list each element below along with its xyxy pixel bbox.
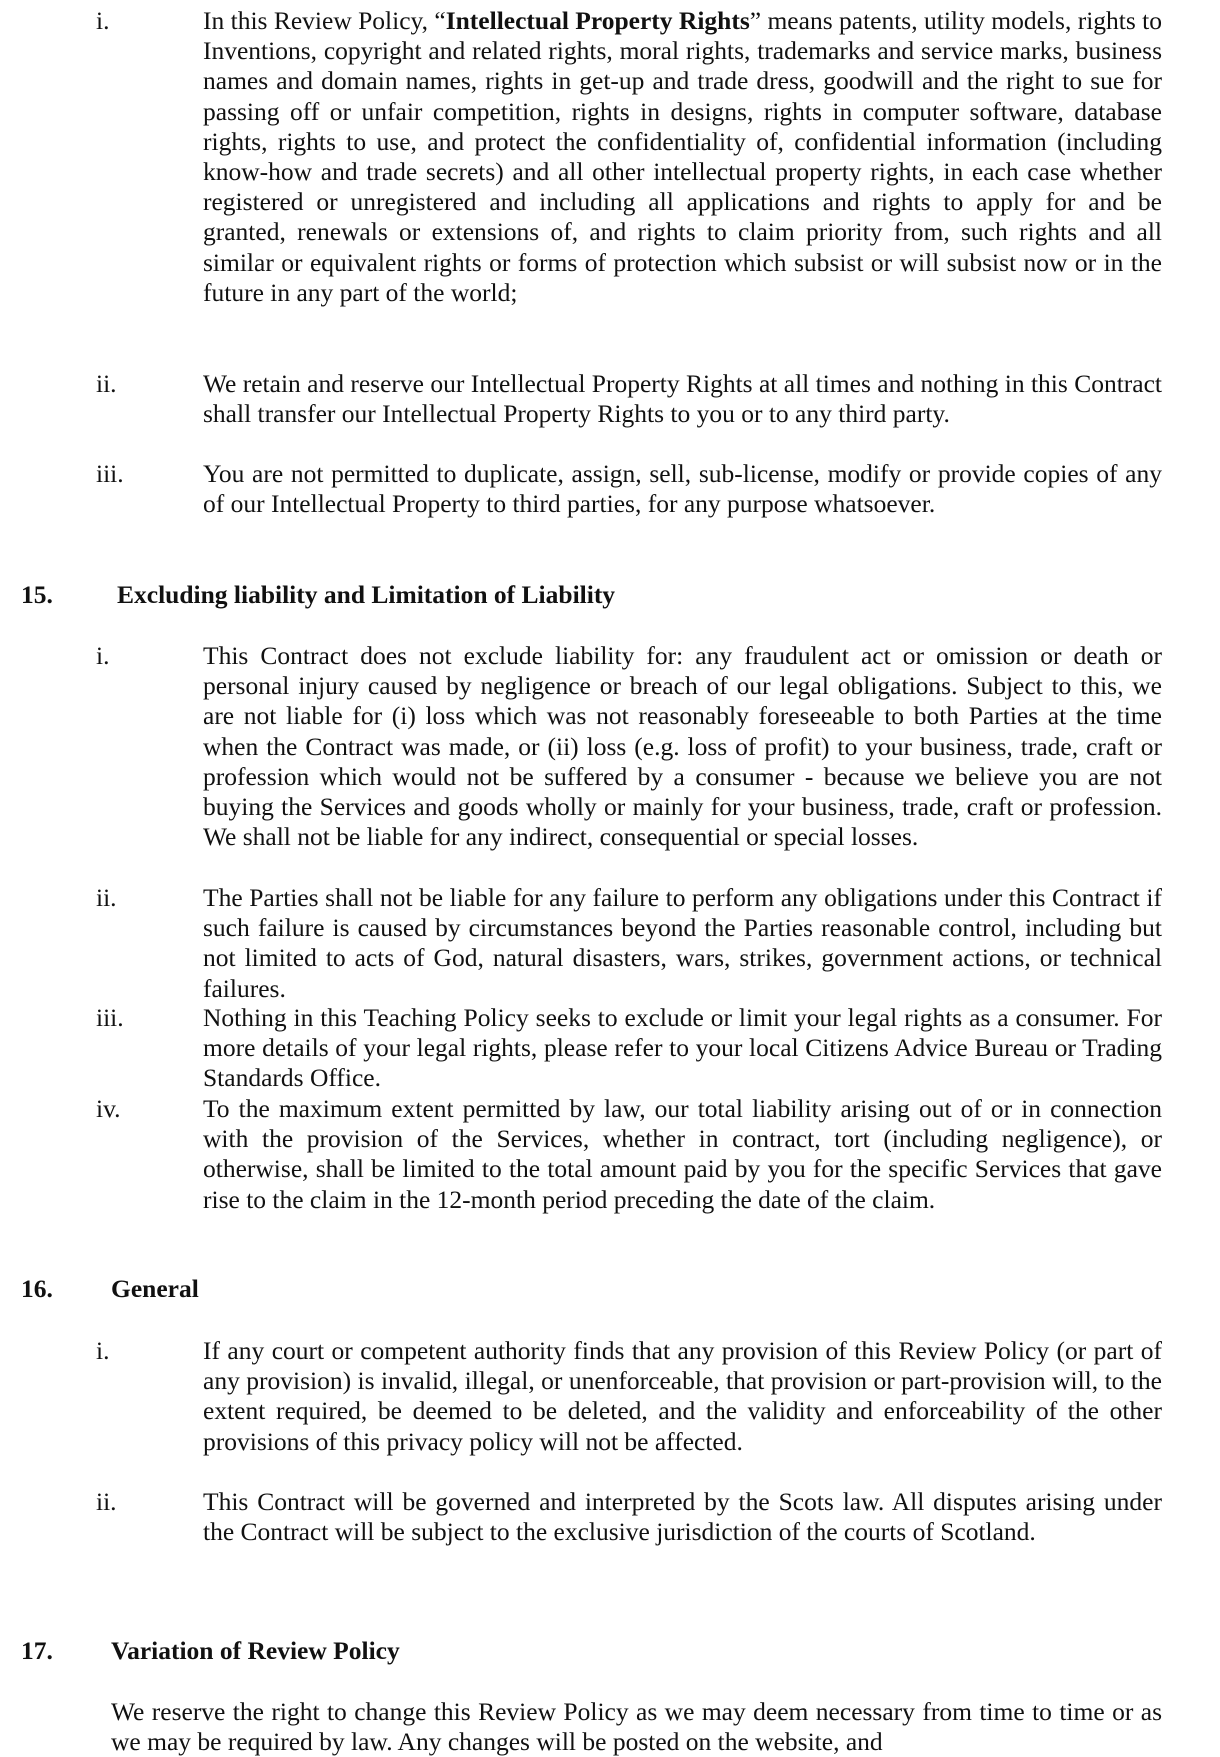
clause-text: To the maximum extent permitted by law, our total liability arising out of or in connection with the provision of the Services, whether in contract, tort (including negligence), or otherwise, shall be limited to the total amount paid by you for the specific Services that gave rise to the claim in the 12-month period preceding the date of the claim.	[203, 1094, 1162, 1214]
clause-text: You are not permitted to duplicate, assign, sell, sub-license, modify or provide copies of any of our Intellectual Property to third parties, for any purpose whatsoever.	[203, 459, 1162, 519]
section-title: Excluding liability and Limitation of Liability	[117, 580, 616, 609]
clause-text: We retain and reserve our Intellectual Property Rights at all times and nothing in this Contract shall transfer our Intellectual Property Rights to you or to any third party.	[203, 369, 1162, 429]
section-number: 16.	[21, 1274, 53, 1303]
section-title: General	[111, 1274, 199, 1303]
clause-number: ii.	[96, 369, 117, 398]
clause-text: This Contract will be governed and interpreted by the Scots law. All disputes arising under the Contract will be subject to the exclusive jurisdiction of the courts of Scotland.	[203, 1487, 1162, 1547]
clause-text: The Parties shall not be liable for any failure to perform any obligations under this Contract if such failure is caused by circumstances beyond the Parties reasonable control, including but not limited to acts of God, natural disasters, wars, strikes, government actions, or technical failures.	[203, 883, 1162, 1003]
clause-text: In this Review Policy, “Intellectual Property Rights” means patents, utility models, rights to Inventions, copyright and related rights, moral rights, trademarks and service marks, business names and domain names, rights in get-up and trade dress, goodwill and the right to sue for passing off or unfair competition, rights in designs, rights in computer software, database rights, rights to use, and protect the confidentiality of, confidential information (including know-how and trade secrets) and all other intellectual property rights, in each case whether registered or unregistered and including all applications and rights to apply for and be granted, renewals or extensions of, and rights to claim priority from, such rights and all similar or equivalent rights or forms of protection which subsist or will subsist now or in the future in any part of the world;	[203, 6, 1162, 307]
defined-term: Intellectual Property Rights	[445, 6, 750, 35]
clause-number: ii.	[96, 883, 117, 912]
clause-number: iii.	[96, 1003, 124, 1032]
clause-number: iii.	[96, 459, 124, 488]
clause-number: i.	[96, 641, 110, 670]
section-17-paragraph: We reserve the right to change this Review Policy as we may deem necessary from time to time or as we may be required by law. Any changes will be posted on the website, and	[111, 1697, 1162, 1757]
clause-number: i.	[96, 6, 110, 35]
clause-text: If any court or competent authority finds that any provision of this Review Policy (or part of any provision) is invalid, illegal, or unenforceable, that provision or part-provision will, to the extent required, be deemed to be deleted, and the validity and enforceability of the other provisions of this privacy policy will not be affected.	[203, 1336, 1162, 1456]
clause-number: i.	[96, 1336, 110, 1365]
clause-number: ii.	[96, 1487, 117, 1516]
section-title: Variation of Review Policy	[111, 1636, 400, 1665]
section-number: 15.	[21, 580, 53, 609]
clause-text: Nothing in this Teaching Policy seeks to exclude or limit your legal rights as a consumer. For more details of your legal rights, please refer to your local Citizens Advice Bureau or Trading Standards Office.	[203, 1003, 1162, 1093]
clause-number: iv.	[96, 1094, 121, 1123]
section-number: 17.	[21, 1636, 53, 1665]
clause-text: This Contract does not exclude liability for: any fraudulent act or omission or death or personal injury caused by negligence or breach of our legal obligations. Subject to this, we are not liable for (i) loss which was not reasonably foreseeable to both Parties at the time when the Contract was made, or (ii) loss (e.g. loss of profit) to your business, trade, craft or profession which would not be suffered by a consumer - because we believe you are not buying the Services and goods wholly or mainly for your business, trade, craft or profession. We shall not be liable for any indirect, consequential or special losses.	[203, 641, 1162, 852]
